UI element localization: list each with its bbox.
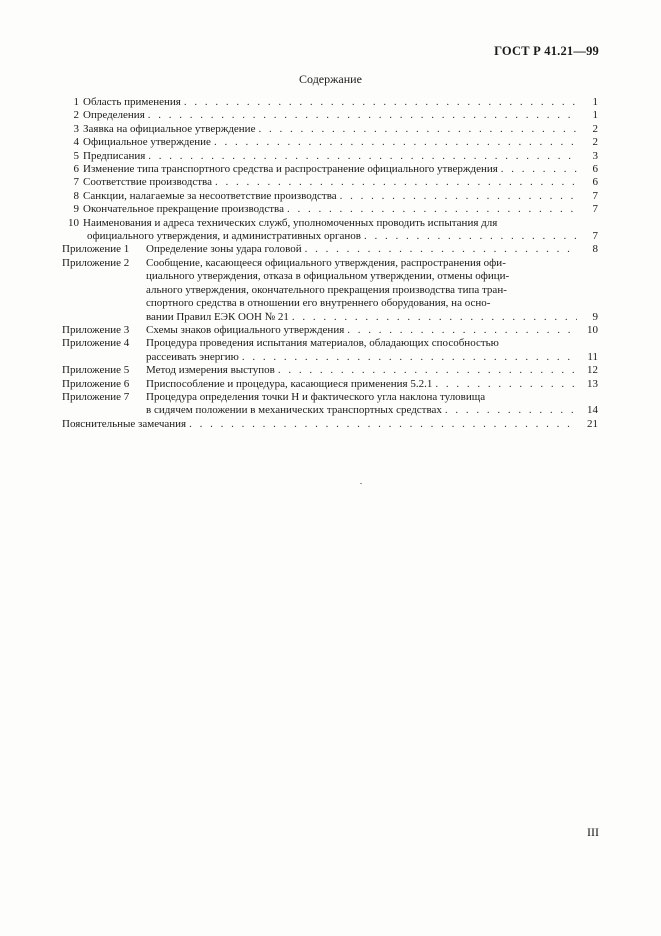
appendix-title: Метод измерения выступов (146, 364, 275, 377)
appendix-page: 11 (587, 350, 598, 363)
toc-entry-page: 7 (592, 189, 598, 202)
toc-entry[interactable] (62, 217, 598, 244)
appendix-label: Приложение 6 (62, 377, 130, 390)
scan-speck (360, 483, 362, 484)
toc-entry-title: Наименования и адреса технических служб, уполномоченных проводить испытания для (83, 216, 498, 229)
toc-entry-number: 5 (73, 149, 79, 162)
appendix-page: 14 (587, 404, 598, 417)
appendix-title: Процедура определения точки H и фактического угла наклона туловища (146, 390, 486, 403)
toc-entry-page: 3 (592, 149, 598, 162)
toc-entry-page: 1 (592, 109, 598, 122)
appendix-page: 13 (587, 377, 598, 390)
toc-appendix[interactable] (62, 364, 598, 377)
appendix-label: Приложение 2 (62, 256, 130, 269)
toc-entry-page: 2 (592, 122, 598, 135)
toc-appendix[interactable] (62, 243, 598, 256)
toc-entry[interactable] (62, 176, 598, 189)
appendix-label: Приложение 4 (62, 337, 130, 350)
appendix-label: Приложение 3 (62, 323, 130, 336)
toc-entry-title: Соответствие производства (83, 176, 212, 189)
appendix-label: Приложение 5 (62, 364, 130, 377)
appendix-title: Приспособление и процедура, касающиеся применения 5.2.1 (146, 377, 433, 390)
appendix-page: 9 (592, 310, 598, 323)
toc-entry-title: Санкции, налагаемые за несоответствие производства (83, 189, 337, 202)
notes-page: 21 (587, 417, 598, 430)
toc-entry-title: Заявка на официальное утверждение (83, 122, 256, 135)
toc-entry-title-continued: официального утверждения, и административных органов (87, 230, 361, 243)
toc-entry-number: 1 (73, 96, 79, 108)
toc-entry-page: 1 (592, 96, 598, 108)
toc-entry-number: 8 (73, 189, 79, 202)
toc-entry-title: Область применения (83, 96, 181, 108)
toc-entry-title: Окончательное прекращение производства (83, 203, 284, 216)
toc-appendix[interactable] (62, 378, 598, 391)
notes-title: Пояснительные замечания (62, 417, 187, 430)
toc-entry-number: 7 (73, 176, 79, 189)
toc-entry-title: Изменение типа транспортного средства и распространение официального утверждения (83, 163, 498, 176)
appendix-title: рассеивать энергию (146, 350, 239, 363)
toc-title: Содержание (299, 72, 362, 86)
appendix-title: циального утверждения, отказа в официальном утверждении, отмены офици- (146, 270, 510, 283)
toc-appendix[interactable] (62, 257, 598, 324)
appendix-title: в сидячем положении в механических транспортных средствах (146, 404, 442, 417)
table-of-contents (62, 96, 598, 431)
toc-appendix[interactable] (62, 337, 598, 364)
toc-appendix[interactable] (62, 391, 598, 418)
toc-notes[interactable] (62, 418, 598, 431)
toc-entry[interactable] (62, 136, 598, 149)
toc-entry-number: 4 (73, 136, 79, 149)
toc-entry[interactable] (62, 123, 598, 136)
appendix-title: Схемы знаков официального утверждения (146, 323, 345, 336)
document-code: ГОСТ Р 41.21—99 (494, 44, 599, 58)
toc-entry-title: Определения (83, 109, 145, 122)
toc-entry-page: 7 (592, 230, 598, 243)
toc-entry[interactable] (62, 96, 598, 109)
toc-entry-number: 2 (73, 109, 79, 122)
toc-entry-page: 6 (592, 176, 598, 189)
toc-entry-page: 7 (592, 203, 598, 216)
appendix-title: вании Правил ЕЭК ООН № 21 (146, 310, 289, 323)
toc-entry-number: 9 (73, 203, 79, 216)
toc-entry[interactable] (62, 109, 598, 122)
toc-entry-page: 2 (592, 136, 598, 149)
toc-appendix[interactable] (62, 324, 598, 337)
toc-entry-title: Официальное утверждение (83, 136, 211, 149)
toc-entry[interactable] (62, 190, 598, 203)
appendix-label: Приложение 7 (62, 390, 130, 403)
appendix-title: спортного средства в отношении его внутреннего оборудования, на осно- (146, 297, 491, 310)
toc-entry-number: 10 (68, 216, 79, 229)
appendix-page: 10 (587, 323, 598, 336)
toc-entry-number: 6 (73, 163, 79, 176)
toc-entry-page: 6 (592, 163, 598, 176)
toc-entry-title: Предписания (83, 149, 146, 162)
appendix-label: Приложение 1 (62, 243, 130, 256)
appendix-page: 12 (587, 364, 598, 377)
toc-entry[interactable] (62, 203, 598, 216)
page-number: III (587, 825, 599, 839)
appendix-title: ального утверждения, окончательного прекращения производства типа тран- (146, 283, 507, 296)
appendix-title: Сообщение, касающееся официального утверждения, распространения офи- (146, 256, 506, 269)
appendix-title: Процедура проведения испытания материалов, обладающих способностью (146, 337, 499, 350)
toc-entry-number: 3 (73, 122, 79, 135)
toc-entry[interactable] (62, 150, 598, 163)
toc-entry[interactable] (62, 163, 598, 176)
appendix-title: Определение зоны удара головой (146, 243, 302, 256)
appendix-page: 8 (592, 243, 598, 256)
